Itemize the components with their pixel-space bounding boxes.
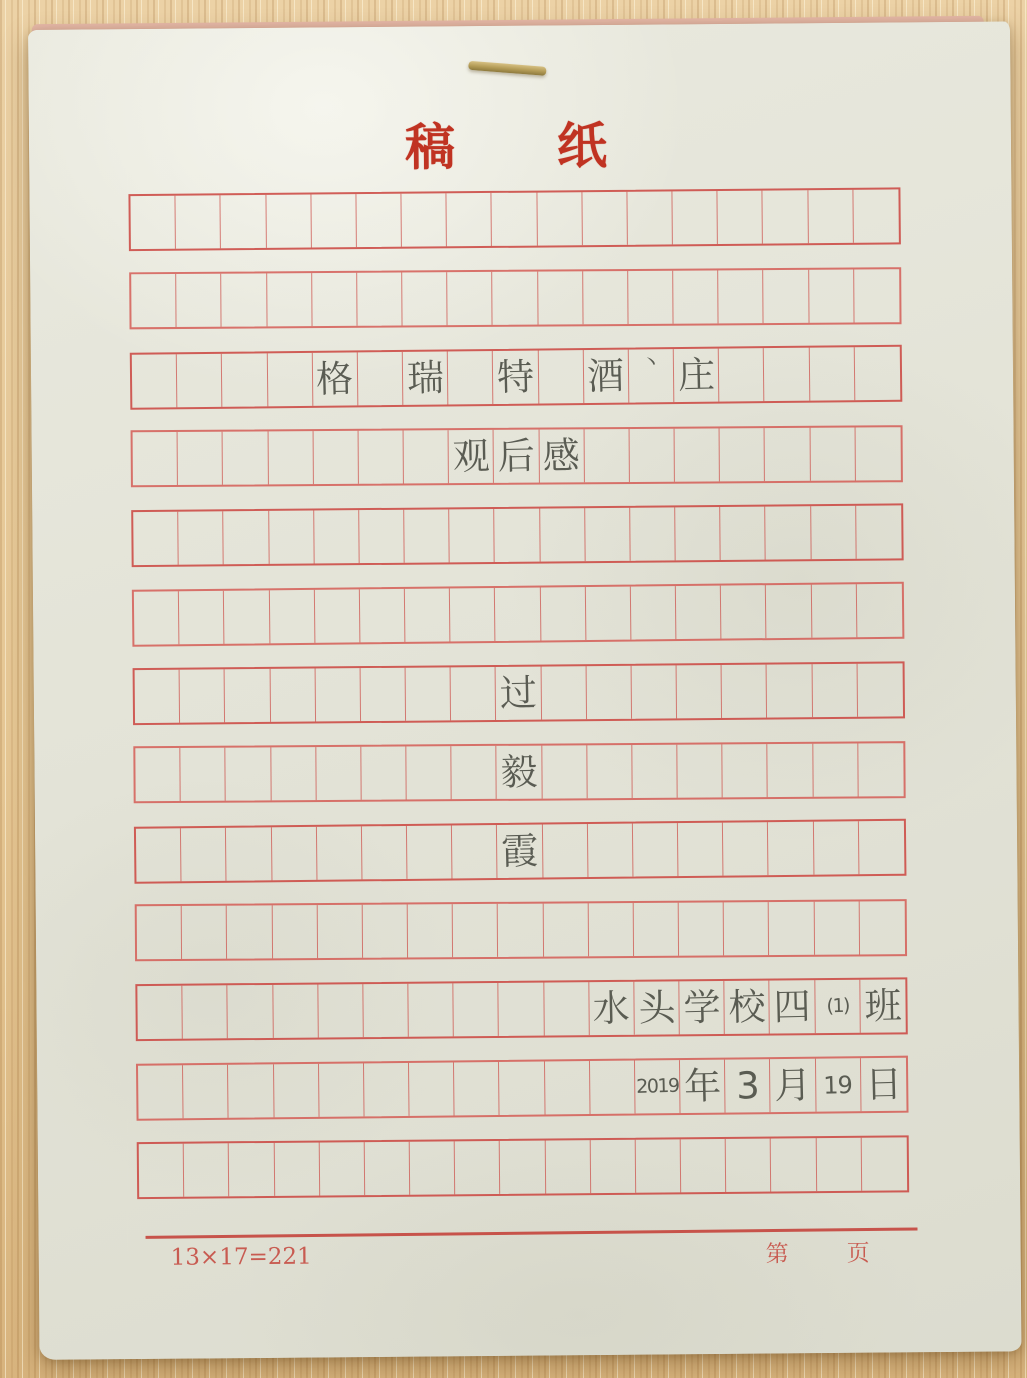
grid-cell (495, 588, 541, 641)
grid-cell (409, 1062, 455, 1115)
grid-cell (177, 354, 223, 407)
grid-cell (809, 270, 855, 323)
grid-cell (675, 507, 721, 560)
grid-cell (678, 823, 724, 876)
grid-cell (410, 1141, 456, 1194)
grid-cell (632, 665, 678, 718)
paper-title-char-2: 纸 (556, 115, 608, 176)
grid-cell (226, 747, 272, 800)
grid-cell (407, 825, 453, 878)
grid-cell (358, 431, 404, 484)
grid-cell (358, 352, 404, 405)
grid-cell (725, 981, 771, 1034)
grid-cell (723, 822, 769, 875)
grid-cell (720, 507, 766, 560)
page-number-suffix: 页 (846, 1240, 870, 1267)
grid-cell (176, 274, 222, 327)
grid-cell (360, 668, 406, 721)
grid-cell (132, 354, 178, 407)
grid-cell (271, 827, 317, 880)
grid-cell (586, 587, 632, 640)
grid-cell (492, 193, 538, 246)
grid-cell (587, 745, 633, 798)
grid-cell (180, 748, 226, 801)
grid-cell (453, 904, 499, 957)
grid-cell (861, 1058, 907, 1111)
grid-cell (267, 353, 313, 406)
grid-cell (814, 901, 860, 954)
grid-cell (859, 821, 905, 874)
grid-cell (497, 825, 543, 878)
grid-cell (404, 430, 450, 483)
grid-cell (402, 272, 448, 325)
grid-cell (450, 588, 496, 641)
grid-cell (673, 191, 719, 244)
handwritten-char: 特 (496, 355, 535, 400)
grid-cell (545, 1140, 591, 1193)
grid-cell (180, 669, 226, 722)
grid-cell (319, 1142, 365, 1195)
grid-cell (677, 744, 723, 797)
grid-cell (225, 669, 271, 722)
handwritten-char: 校 (727, 985, 766, 1030)
grid-cell (183, 1065, 229, 1118)
grid-row (132, 582, 905, 647)
grid-cell (449, 509, 495, 562)
grid-row (129, 267, 901, 329)
grid-cell (816, 1138, 862, 1191)
grid-cell (136, 828, 182, 881)
grid-cell (680, 1060, 726, 1113)
grid-cell (854, 269, 900, 322)
grid-cell (764, 348, 810, 401)
paper-title-char-1: 稿 (404, 117, 456, 177)
grid-cell (768, 822, 814, 875)
grid-cell (270, 669, 316, 722)
grid-cell (496, 667, 542, 720)
grid-cell (447, 193, 493, 246)
grid-cell (317, 905, 363, 958)
grid-cell (675, 428, 721, 481)
grid-cell (582, 192, 628, 245)
grid-cell (765, 428, 811, 481)
handwritten-char: 观 (452, 434, 490, 479)
manuscript-grid (128, 187, 909, 1221)
grid-cell (725, 1059, 771, 1112)
grid-cell (809, 347, 855, 400)
grid-cell (855, 347, 901, 400)
grid-cell (268, 431, 314, 484)
grid-cell (315, 589, 361, 642)
grid-cell (588, 903, 634, 956)
grid-cell (138, 1065, 184, 1118)
handwritten-char: 过 (499, 671, 538, 716)
grid-cell (137, 906, 183, 959)
grid-cell (590, 1140, 636, 1193)
grid-cell (365, 1142, 411, 1195)
grid-cell (681, 1139, 727, 1192)
grid-row (128, 187, 900, 251)
grid-cell (721, 585, 767, 638)
grid-cell (403, 351, 449, 404)
page-number-prefix: 第 (765, 1241, 789, 1268)
grid-cell (406, 667, 452, 720)
grid-cell (855, 427, 901, 480)
grid-cell (179, 591, 225, 644)
grid-cell (408, 983, 454, 1036)
grid-cell (857, 663, 903, 716)
grid-cell (630, 507, 676, 560)
grid-row (133, 741, 905, 803)
grid-row (130, 345, 903, 410)
grid-cell (406, 746, 452, 799)
grid-cell (269, 511, 315, 564)
grid-cell (584, 429, 630, 482)
grid-cell (137, 986, 183, 1039)
grid-row (137, 1135, 909, 1199)
grid-cell (812, 664, 858, 717)
manuscript-paper (28, 21, 1022, 1360)
grid-cell (723, 744, 769, 797)
handwritten-char: 酒 (586, 354, 625, 399)
handwritten-char: 3 (735, 1064, 760, 1108)
grid-cell (860, 979, 906, 1032)
grid-cell (223, 431, 269, 484)
grid-cell (766, 506, 812, 559)
grid-cell (633, 823, 679, 876)
grid-cell (540, 587, 586, 640)
grid-cell (178, 432, 224, 485)
grid-cell (858, 743, 904, 796)
grid-cell (767, 664, 813, 717)
grid-row (133, 661, 905, 725)
grid-cell (273, 985, 319, 1038)
handwritten-char: 班 (863, 984, 902, 1028)
grid-cell (679, 902, 725, 955)
grid-cell (544, 982, 590, 1035)
grid-cell (768, 744, 814, 797)
handwritten-char: 感 (542, 434, 581, 478)
grid-cell (131, 274, 177, 327)
grid-row (135, 977, 907, 1041)
handwritten-char: 庄 (677, 353, 716, 398)
grid-cell (542, 745, 588, 798)
grid-cell (860, 901, 906, 954)
grid-cell (494, 430, 540, 483)
grid-cell (269, 590, 315, 643)
handwritten-char: 月 (773, 1063, 812, 1108)
grid-cell (451, 667, 497, 720)
grid-cell (815, 980, 861, 1033)
grid-cell (448, 351, 494, 404)
grid-cell (454, 1062, 500, 1115)
staple (468, 61, 546, 76)
grid-cell (718, 191, 764, 244)
grid-cell (588, 824, 634, 877)
grid-cell (634, 981, 680, 1034)
grid-row (135, 899, 907, 961)
grid-cell (811, 584, 857, 637)
grid-cell (408, 904, 454, 957)
grid-cell (316, 747, 362, 800)
grid-cell (810, 428, 856, 481)
grid-cell (229, 1143, 275, 1196)
handwritten-char: (1) (825, 994, 849, 1018)
grid-cell (763, 190, 809, 243)
grid-cell (539, 429, 585, 482)
grid-cell (266, 195, 312, 248)
grid-cell (631, 586, 677, 639)
grid-cell (447, 272, 493, 325)
grid-cell (816, 1058, 862, 1111)
grid-cell (766, 585, 812, 638)
grid-cell (857, 584, 903, 637)
grid-cell (583, 271, 629, 324)
grid-cell (632, 745, 678, 798)
grid-cell (814, 821, 860, 874)
grid-cell (319, 1063, 365, 1116)
grid-cell (227, 905, 273, 958)
grid-cell (135, 748, 181, 801)
grid-cell (497, 746, 543, 799)
grid-cell (224, 590, 270, 643)
grid-cell (363, 904, 409, 957)
grid-row (134, 819, 907, 884)
grid-cell (498, 904, 544, 957)
handwritten-char: 2019 (635, 1074, 679, 1098)
grid-cell (181, 828, 227, 881)
grid-cell (139, 1144, 185, 1197)
grid-cell (862, 1137, 908, 1190)
grid-cell (133, 432, 179, 485)
grid-cell (590, 1061, 636, 1114)
handwritten-char: 毅 (500, 750, 538, 795)
grid-cell (221, 195, 267, 248)
grid-cell (454, 983, 500, 1036)
handwritten-char: 日 (864, 1062, 903, 1107)
grid-cell (770, 1059, 816, 1112)
grid-cell (718, 270, 764, 323)
grid-cell (627, 191, 673, 244)
grid-cell (808, 190, 854, 243)
grid-cell (853, 189, 899, 242)
grid-cell (178, 511, 224, 564)
grid-cell (634, 903, 680, 956)
grid-cell (452, 825, 498, 878)
grid-cell (676, 586, 722, 639)
grid-cell (361, 746, 407, 799)
handwritten-char: 头 (637, 986, 676, 1030)
grid-cell (312, 273, 358, 326)
grid-cell (271, 747, 317, 800)
grid-cell (538, 350, 584, 403)
grid-cell (724, 902, 770, 955)
grid-cell (360, 589, 406, 642)
grid-cell (356, 194, 402, 247)
grid-cell (184, 1143, 230, 1196)
grid-cell (315, 668, 361, 721)
grid-cell (720, 428, 766, 481)
grid-cell (357, 273, 403, 326)
grid-cell (629, 429, 675, 482)
grid-cell (449, 430, 495, 483)
grid-cell (771, 1138, 817, 1191)
handwritten-char: 四 (773, 984, 812, 1029)
grid-cell (133, 512, 179, 565)
grid-cell (589, 982, 635, 1035)
grid-cell (135, 670, 181, 723)
handwritten-char: 瑞 (406, 356, 445, 401)
grid-cell (586, 666, 632, 719)
grid-cell (770, 980, 816, 1033)
grid-cell (679, 981, 725, 1034)
grid-cell (274, 1064, 320, 1117)
grid-cell (629, 349, 675, 402)
grid-row (131, 503, 903, 567)
grid-cell (726, 1139, 772, 1192)
grid-cell (404, 509, 450, 562)
grid-cell (538, 271, 584, 324)
grid-cell (584, 350, 630, 403)
footer-grid-formula: 13×17=221 (170, 1243, 312, 1271)
grid-cell (856, 505, 902, 558)
grid-cell (272, 905, 318, 958)
grid-cell (228, 1064, 274, 1117)
grid-cell (677, 665, 723, 718)
grid-cell (499, 983, 545, 1036)
handwritten-char: 年 (683, 1064, 722, 1109)
handwritten-char: 后 (497, 434, 536, 479)
grid-cell (363, 984, 409, 1037)
grid-cell (224, 511, 270, 564)
grid-cell (364, 1063, 410, 1116)
grid-row (131, 425, 903, 487)
handwritten-char: 丶 (640, 350, 662, 375)
grid-cell (176, 195, 222, 248)
grid-cell (222, 273, 268, 326)
grid-cell (719, 348, 765, 401)
grid-cell (769, 902, 815, 955)
grid-cell (542, 824, 588, 877)
grid-cell (495, 509, 541, 562)
grid-cell (313, 431, 359, 484)
grid-cell (537, 192, 583, 245)
grid-cell (673, 270, 719, 323)
handwritten-char: 学 (682, 985, 721, 1030)
handwritten-char: 霞 (500, 829, 539, 874)
paper-title (15, 115, 997, 177)
grid-cell (401, 193, 447, 246)
grid-cell (500, 1141, 546, 1194)
grid-cell (493, 272, 539, 325)
grid-cell (674, 349, 720, 402)
grid-cell (359, 510, 405, 563)
grid-cell (134, 591, 180, 644)
grid-cell (545, 1061, 591, 1114)
grid-cell (130, 196, 176, 249)
handwritten-char: 格 (315, 357, 354, 402)
grid-cell (267, 273, 313, 326)
grid-cell (317, 826, 363, 879)
grid-cell (543, 903, 589, 956)
grid-cell (226, 827, 272, 880)
grid-cell (452, 746, 498, 799)
grid-cell (764, 270, 810, 323)
grid-cell (362, 826, 408, 879)
grid-cell (635, 1060, 681, 1113)
grid-cell (318, 984, 364, 1037)
grid-cell (499, 1061, 545, 1114)
grid-cell (314, 510, 360, 563)
grid-cell (585, 508, 631, 561)
grid-cell (182, 906, 228, 959)
grid-cell (722, 665, 768, 718)
grid-cell (628, 271, 674, 324)
grid-cell (455, 1141, 501, 1194)
grid-row (136, 1056, 909, 1121)
grid-cell (274, 1142, 320, 1195)
handwritten-char: 水 (592, 986, 631, 1031)
grid-cell (540, 508, 586, 561)
grid-cell (636, 1139, 682, 1192)
handwritten-char: 19 (823, 1070, 853, 1100)
grid-cell (183, 985, 229, 1038)
grid-cell (228, 985, 274, 1038)
grid-cell (222, 353, 268, 406)
grid-cell (405, 588, 451, 641)
grid-cell (811, 506, 857, 559)
grid-cell (813, 743, 859, 796)
grid-cell (541, 666, 587, 719)
grid-cell (312, 352, 358, 405)
grid-cell (493, 351, 539, 404)
grid-cell (311, 194, 357, 247)
page-number-label (766, 1235, 870, 1269)
